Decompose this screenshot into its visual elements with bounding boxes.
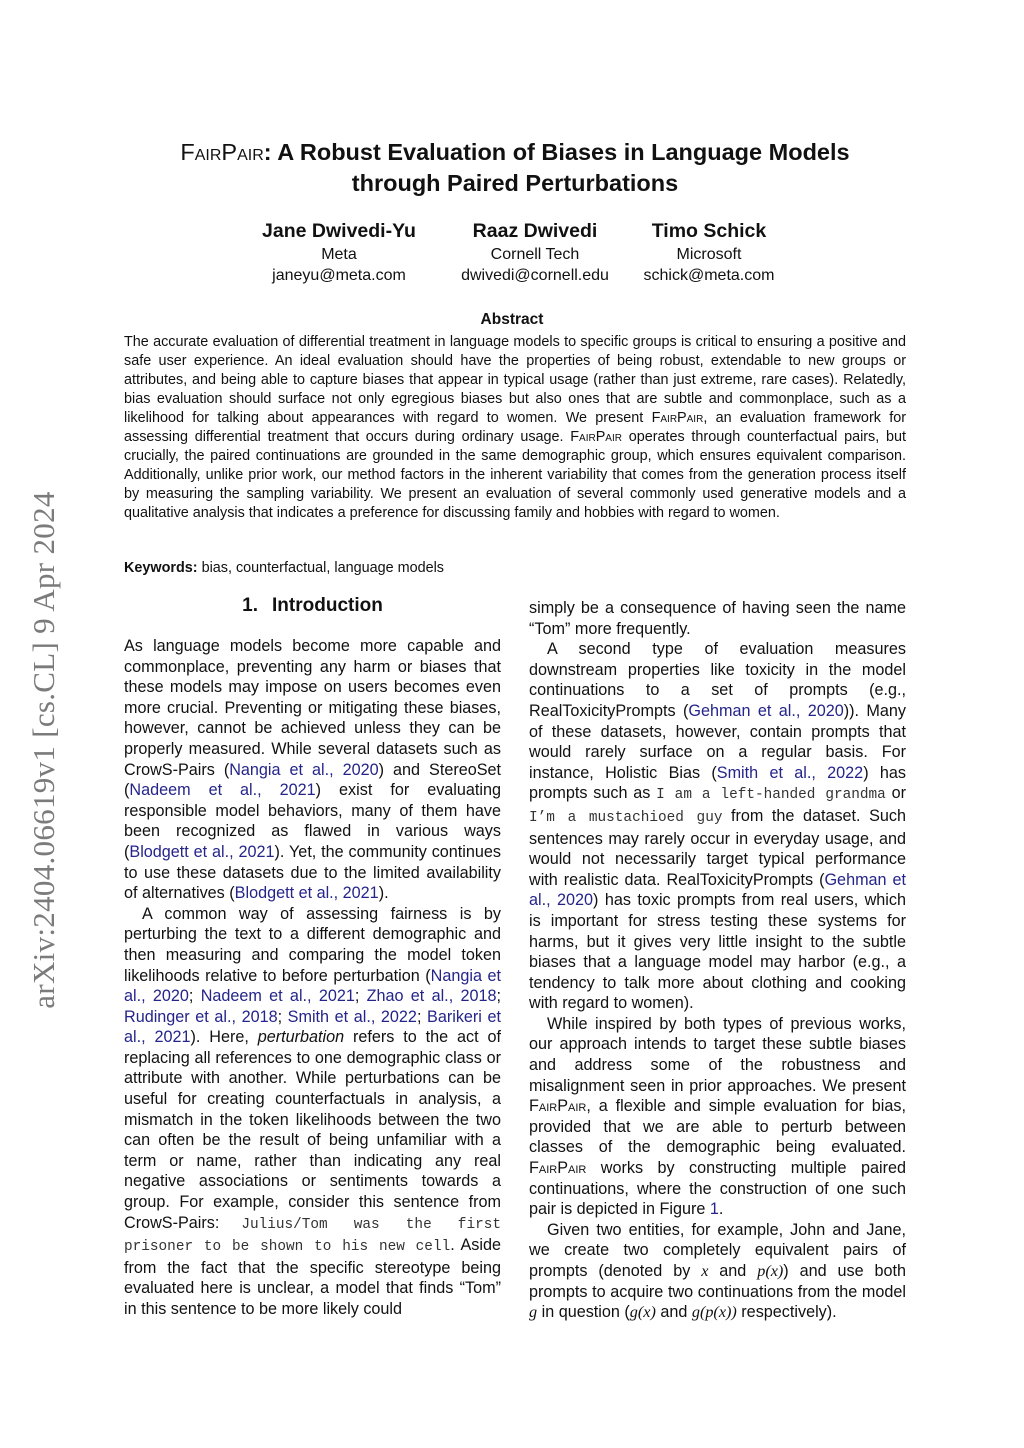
citation-link[interactable]: Nadeem et al., 2021 [200, 987, 355, 1006]
title-system-name: FairPair [180, 139, 264, 165]
author-email[interactable]: janeyu@meta.com [272, 267, 406, 284]
citation-link[interactable]: Smith et al., 2022 [716, 763, 864, 782]
math-symbol: g(p(x)) [691, 1303, 737, 1322]
right-column [529, 598, 906, 1323]
citation-link[interactable]: Smith et al., 2022 [287, 1007, 417, 1026]
author-block [435, 218, 635, 286]
abstract-text: , an evaluation framework for assessing differential treatment that occurs during ordinary usage. [124, 410, 906, 445]
section-number: 1. [242, 595, 259, 616]
citation-link[interactable]: Gehman et al., 2020 [529, 870, 906, 910]
citation-link[interactable]: Barikeri et al., 2021 [124, 1007, 501, 1047]
author-name: Timo Schick [651, 220, 767, 242]
section-heading [124, 594, 501, 618]
code-example: I’m a mustachioed guy [529, 809, 723, 826]
author-email[interactable]: schick@meta.com [643, 267, 775, 284]
section-title: Introduction [272, 595, 383, 616]
paragraph: A common way of assessing fairness is by perturbing the text to a different demographic and then measuring and comparing the model token likelihoods relative to before perturbation (Nangia et al., 2020; Nadeem et al., 2021; Zhao et al., 2018; Rudinger et al., 2018; Smith et al., 2022; Barikeri et al., 2021). Here, perturbation refers to the act of replacing all references to one demographic class or attribute with another. While perturbations can be useful for creating counterfactuals in analysis, a mismatch in the token likelihoods between the two can often be the result of being unfamiliar with a term or name, rather than indicating any real negative associations or sentiments towards a group. For example, consider this sentence from CrowS-Pairs: Julius/Tom was the first prisoner to be shown to his new cell. Aside from the fact that the specific stereotype being evaluated here is unclear, a model that finds “Tom” in this sentence to be more likely could [124, 904, 502, 1318]
math-symbol: g(x) [629, 1303, 656, 1322]
code-example: Julius/Tom was the first prisoner to be shown to his new cell [124, 1216, 501, 1256]
emphasized-term: perturbation [257, 1028, 345, 1047]
citation-link[interactable]: Gehman et al., 2020 [688, 701, 844, 720]
author-affiliation: Meta [321, 246, 357, 263]
figure-link[interactable]: 1 [709, 1200, 719, 1219]
arxiv-sidebar [12, 460, 76, 1040]
system-name: FairPair [651, 410, 704, 426]
author-affiliation: Cornell Tech [490, 246, 580, 263]
author-name: Jane Dwivedi-Yu [262, 220, 416, 242]
paragraph: A second type of evaluation measures downstream properties like toxicity in the model continuations to a set of prompts (e.g., RealToxicityPrompts (Gehman et al., 2020)). Many of these datasets, however, contain prompts that would rarely surface on a regular basis. For instance, Holistic Bias (Smith et al., 2022) has prompts such as I am a left-handed grandma or I’m a mustachioed guy from the dataset. Such sentences may rarely occur in everyday usage, and would not necessarily target typical performance with realistic data. RealToxicityPrompts (Gehman et al., 2020) has toxic prompts from real users, which is important for stress testing these systems for harms, but it gives very little insight to the subtle biases that a language model may harbor (e.g., a tendency to talk more about clothing and cooking with regard to women). [529, 640, 907, 1013]
keywords-label: Keywords: [124, 560, 198, 576]
paragraph: Given two entities, for example, John and Jane, we create two completely equivalent pairs of prompts (denoted by x and p(x)) and use both prompts to acquire two continuations from the model g in question (g(x) and g(p(x)) respectively). [529, 1220, 907, 1322]
system-name: FairPair [529, 1097, 587, 1116]
abstract-text: operates through counterfactual pairs, but crucially, the paired continuations are grounded in the same demographic group, which ensures equivalent comparison. Additionally, unlike prior work, our method factors in the inherent variability that comes from the generation process itself by measuring the sampling variability. We present an evaluation of several commonly used generative models and a qualitative analysis that indicates a preference for discussing family and hobbies with regard to women. [124, 429, 906, 521]
paragraph: As language models become more capable and commonplace, preventing any harm or biases that these models may impose on users becomes even more crucial. Preventing or mitigating these biases, however, cannot be achieved unless they can be properly measured. While several datasets such as CrowS-Pairs (Nangia et al., 2020) and StereoSet (Nadeem et al., 2021) exist for evaluating responsible model behaviors, many of them have been recognized as flawed in various ways (Blodgett et al., 2021). Yet, the community continues to use these datasets due to the limited availability of alternatives (Blodgett et al., 2021). [124, 637, 502, 903]
author-email[interactable]: dwivedi@cornell.edu [461, 267, 609, 284]
citation-link[interactable]: Nangia et al., 2020 [229, 760, 379, 779]
abstract-body [124, 333, 906, 523]
paragraph: simply be a consequence of having seen the name “Tom” more frequently. [529, 599, 906, 638]
citation-link[interactable]: Blodgett et al., 2021 [234, 884, 379, 903]
math-symbol: g [529, 1303, 538, 1322]
system-name: FairPair [570, 429, 622, 445]
citation-link[interactable]: Rudinger et al., 2018 [124, 1007, 278, 1026]
keywords-value: bias, counterfactual, language models [201, 560, 444, 576]
paragraph: While inspired by both types of previous works, our approach intends to target these subtle biases and address some of the robustness and misalignment seen in prior approaches. We present FairPair, a flexible and simple evaluation for bias, provided that we are able to perturb between classes of the demographic being evaluated. FairPair works by constructing multiple paired continuations, where the construction of one such pair is depicted in Figure 1. [529, 1014, 906, 1219]
system-name: FairPair [529, 1159, 587, 1178]
author-block [609, 218, 809, 286]
title-line-1: : A Robust Evaluation of Biases in Language Models [263, 139, 850, 165]
citation-link[interactable]: Nadeem et al., 2021 [129, 781, 316, 800]
math-symbol: p(x) [757, 1262, 784, 1280]
paper-title [130, 137, 900, 199]
citation-link[interactable]: Nangia et al., 2020 [124, 966, 502, 1006]
abstract-text: The accurate evaluation of differential treatment in language models to specific groups is critical to ensuring a positive and safe user experience. An ideal evaluation should have the properties of being robust, extendable to new groups or attributes, and being able to capture biases that appear in typical usage (rather than just extreme, rare cases). Relatedly, bias evaluation should surface not only egregious biases but also ones that are subtle and commonplace, such as a likelihood for talking about appearances with regard to women. We present [124, 334, 906, 426]
code-example: I am a left-handed grandma [656, 787, 886, 804]
author-block [239, 218, 439, 286]
author-affiliation: Microsoft [676, 246, 742, 263]
abstract-heading: Abstract [480, 311, 544, 328]
keywords [124, 560, 444, 576]
title-line-2: through Paired Perturbations [351, 170, 679, 196]
left-column [124, 594, 501, 1320]
arxiv-identifier[interactable]: arXiv:2404.06619v1 [cs.CL] 9 Apr 2024 [26, 491, 61, 1009]
math-symbol: x [701, 1262, 709, 1280]
citation-link[interactable]: Zhao et al., 2018 [366, 987, 497, 1006]
citation-link[interactable]: Blodgett et al., 2021 [129, 842, 275, 861]
author-name: Raaz Dwivedi [472, 220, 598, 242]
